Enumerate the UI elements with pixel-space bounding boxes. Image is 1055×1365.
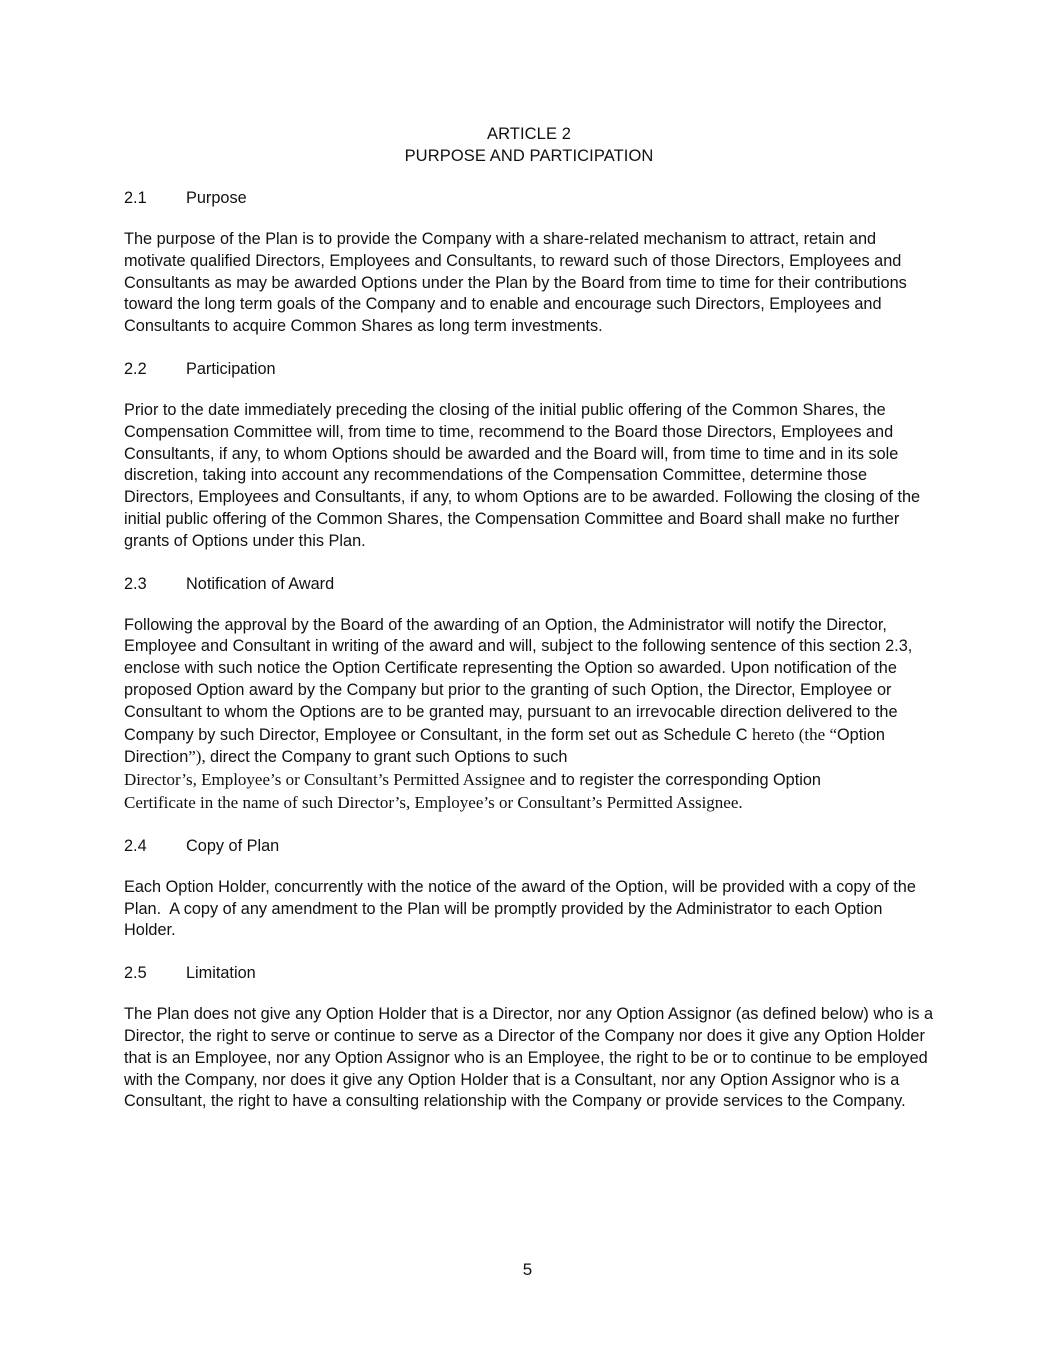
section-heading-2-3: [124, 573, 934, 595]
defined-term: Option Direction: [124, 725, 885, 767]
section-body-2-1: The purpose of the Plan is to provide the Company with a share-related mechanism to attract, retain and motivate qualified Directors, Employees and Consultants, to reward such of those Directors, Employees and Consultants as may be awarded Options under the Plan by the Board from time to time for their contributions toward the long term goals of the Company and to enable and encourage such Directors, Employees and Consultants to acquire Common Shares as long term investments.: [124, 230, 907, 336]
section-heading-2-1: [124, 187, 934, 209]
section-title: Copy of Plan: [186, 836, 280, 855]
body-text-serif: Director’s, Employee’s or Consultant’s Permitted Assignee: [124, 770, 526, 790]
body-text-serif: ”),: [188, 747, 210, 767]
article-title: PURPOSE AND PARTICIPATION: [404, 147, 654, 165]
body-text-serif: Certificate in the name of such Director’s, Employee’s or Consultant’s Permitted Assignee.: [124, 792, 743, 812]
article-heading: [124, 123, 934, 167]
document-content: [124, 123, 934, 1133]
section-body-2-5: The Plan does not give any Option Holder that is a Director, nor any Option Assignor (as defined below) who is a Director, the right to serve or continue to serve as a Director of the Company nor does it give any Option Holder that is an Employee, nor any Option Assignor who is an Employee, the right to be or to continue to be employed with the Company, nor does it give any Option Holder that is a Consultant, nor any Option Assignor who is a Consultant, the right to have a consulting relationship with the Company or provide services to the Company.: [124, 1005, 934, 1111]
section-heading-2-4: [124, 835, 934, 857]
section-heading-2-5: [124, 962, 934, 984]
section-body-2-4: Each Option Holder, concurrently with the notice of the award of the Option, will be provided with a copy of the Plan. A copy of any amendment to the Plan will be promptly provided by the Administrator to each Option Holder.: [124, 877, 921, 940]
page-number: 5: [522, 1260, 533, 1279]
section-body-2-3: [124, 615, 934, 815]
article-number: ARTICLE 2: [486, 125, 572, 143]
section-title: Participation: [186, 359, 276, 378]
section-number: 2.2: [124, 359, 147, 378]
body-text: and to register the corresponding Option: [525, 771, 821, 790]
body-text: Following the approval by the Board of the awarding of an Option, the Administrator will notify the Director, Employee and Consultant in writing of the award and will, subject to the following sentence of this section 2.3, enclose with such notice the Option Certificate representing the Option so awarded. Upon notification of the proposed Option award by the Company but prior to the granting of such Option, the Director, Employee or Consultant to whom the Options are to be granted may, pursuant to an irrevocable direction delivered to the Company by such Director, Employee or Consultant, in the form set out as Schedule C: [124, 615, 913, 744]
section-number: 2.4: [124, 836, 147, 855]
section-number: 2.1: [124, 189, 147, 207]
body-text-serif: hereto (the “: [752, 724, 837, 744]
section-heading-2-2: [124, 358, 934, 380]
section-title: Purpose: [186, 189, 247, 207]
section-number: 2.3: [124, 574, 147, 593]
body-text: direct the Company to grant such Options to such: [209, 748, 568, 767]
section-number: 2.5: [124, 964, 147, 983]
section-title: Limitation: [186, 964, 256, 983]
section-body-2-2: Prior to the date immediately preceding the closing of the initial public offering of the Common Shares, the Compensation Committee will, from time to time, recommend to the Board those Directors, Employees and Consultants, if any, to whom Options should be awarded and the Board will, from time to time and in its sole discretion, taking into account any recommendations of the Compensation Committee, determine those Directors, Employees and Consultants, if any, to whom Options are to be awarded. Following the closing of the initial public offering of the Common Shares, the Compensation Committee and Board shall make no further grants of Options under this Plan.: [124, 400, 921, 550]
section-title: Notification of Award: [186, 574, 335, 593]
